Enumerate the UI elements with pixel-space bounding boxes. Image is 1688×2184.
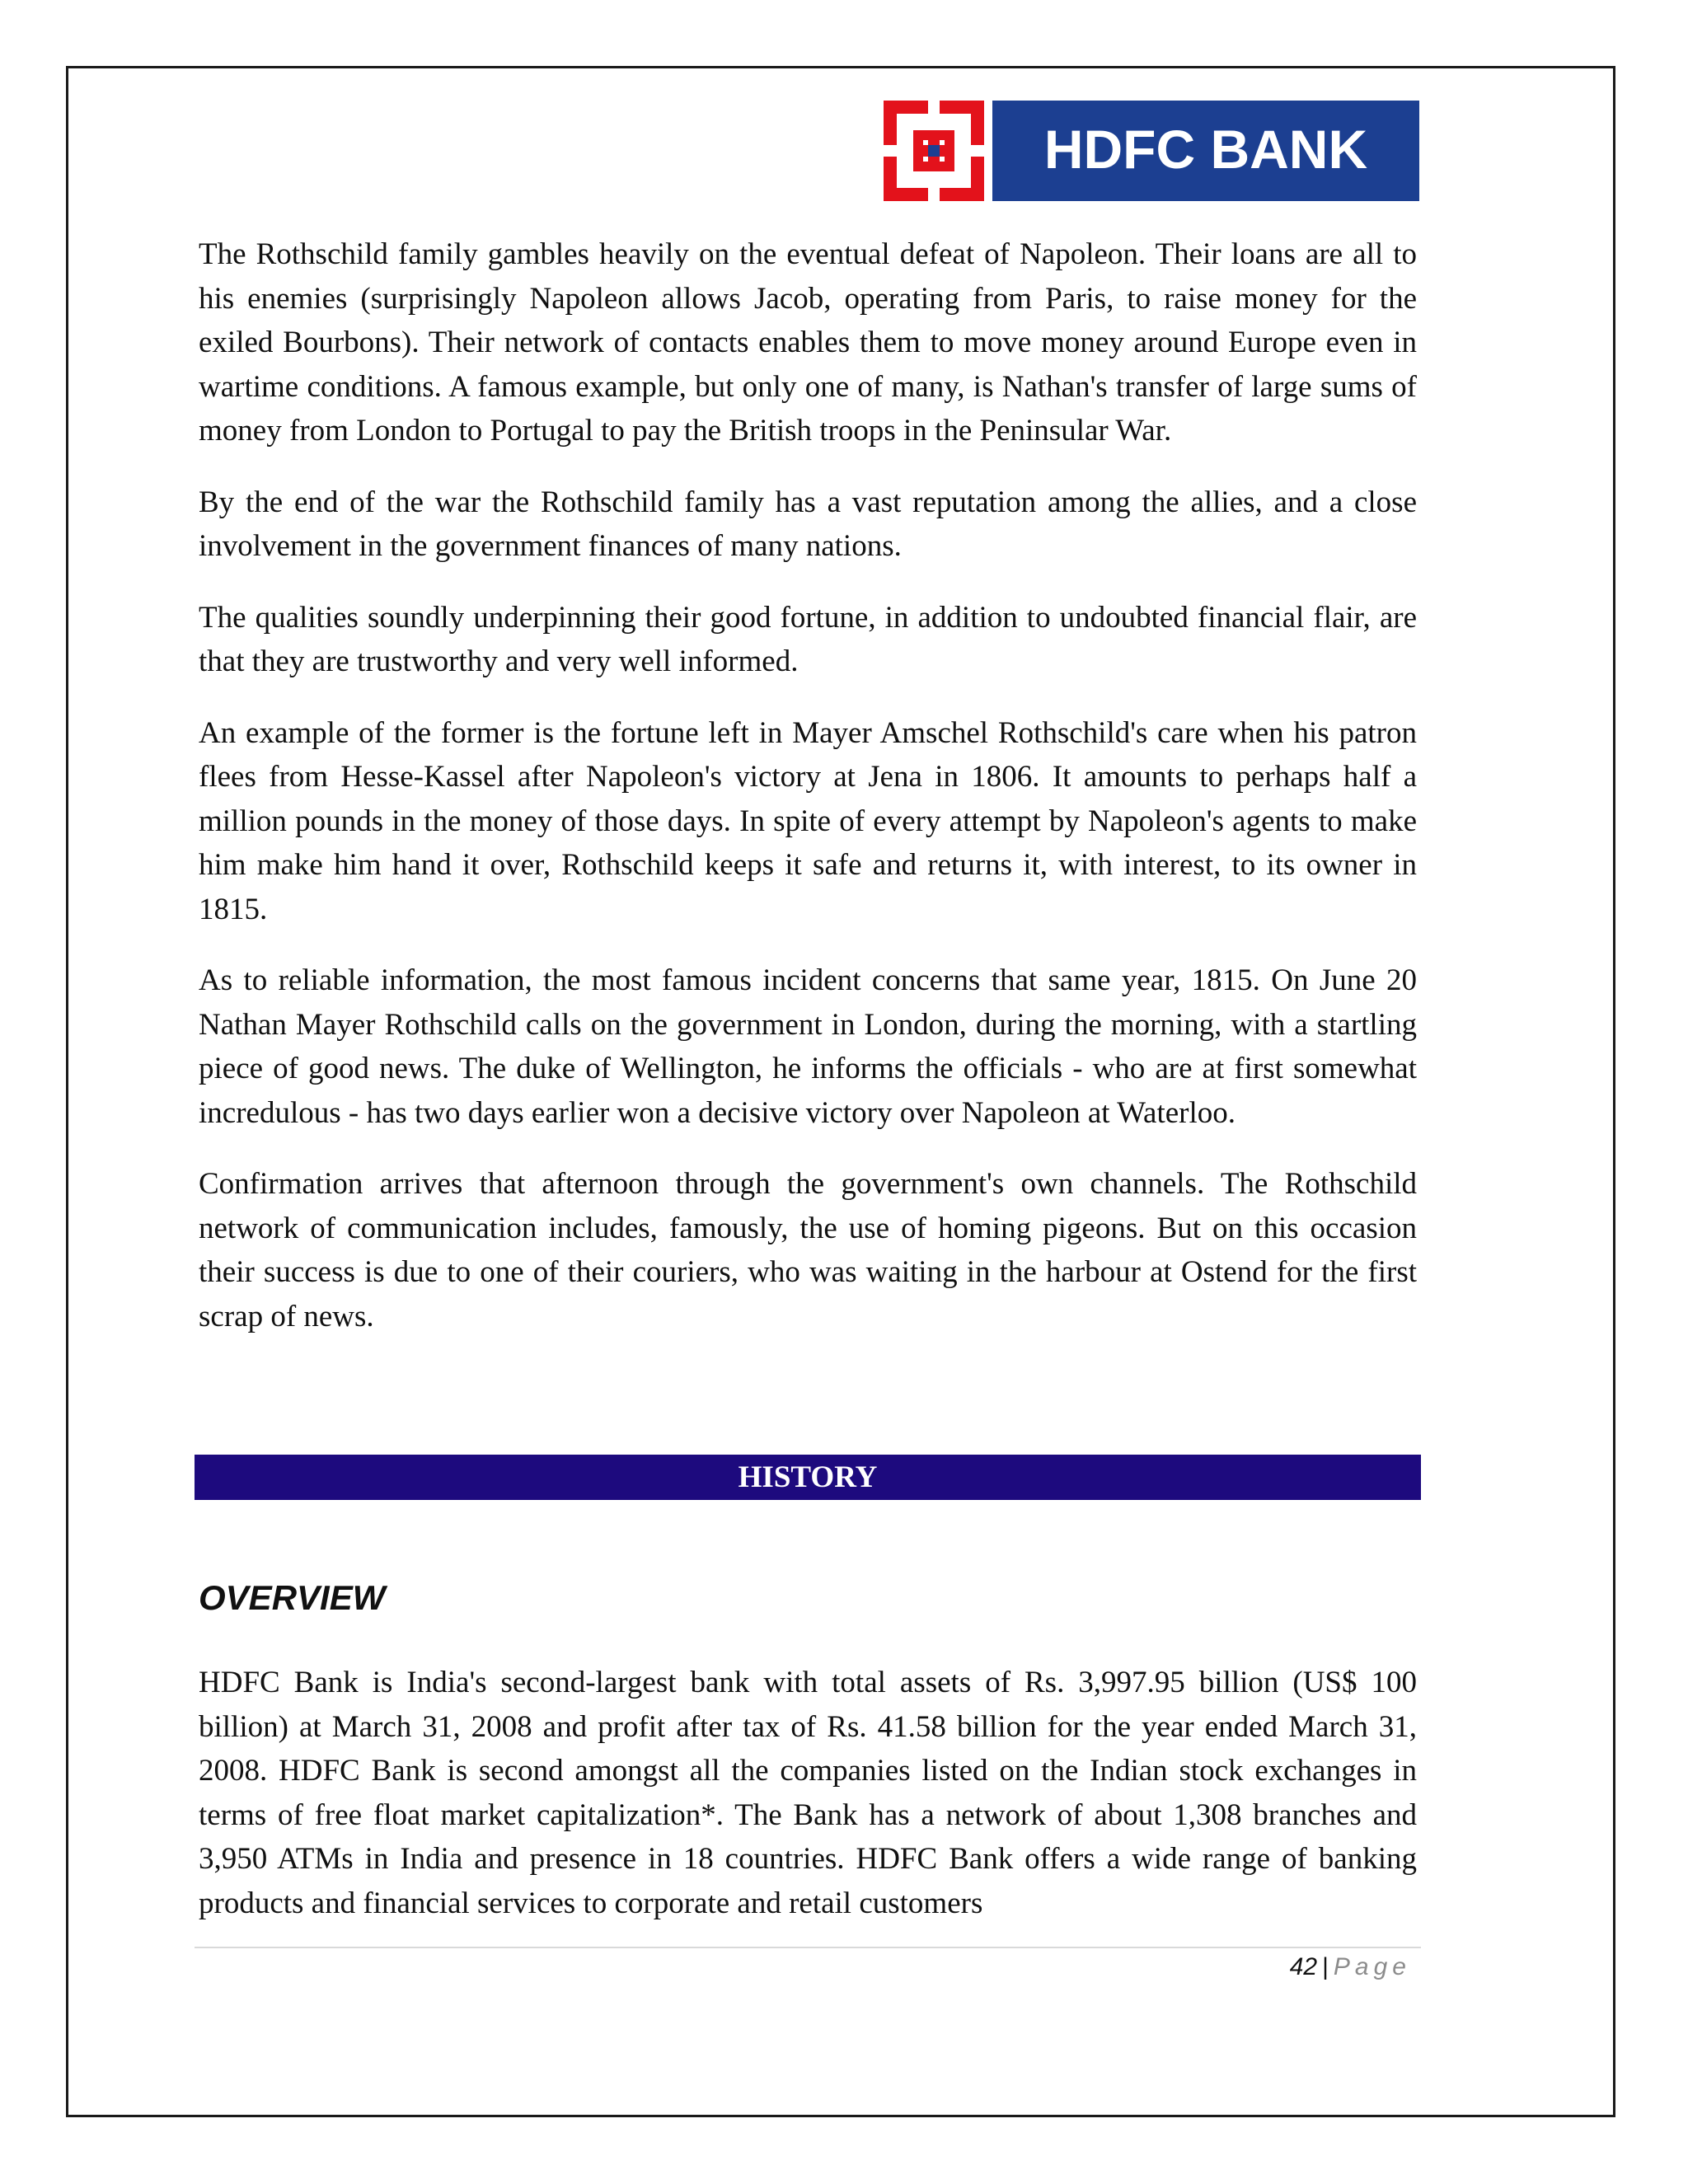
page-footer: [1290, 1953, 1411, 1981]
paragraph-3: The qualities soundly underpinning their good fortune, in addition to undoubted financial flair, are that they are trustworthy and very well informed.: [199, 600, 1417, 678]
hdfc-bank-logo: [884, 101, 1419, 201]
page-label: Page: [1333, 1953, 1411, 1980]
logo-text: HDFC BANK: [1043, 119, 1368, 180]
paragraph-1: The Rothschild family gambles heavily on the eventual defeat of Napoleon. Their loans are all to his enemies (surprisingly Napoleon allows Jacob, operating from Paris, to raise money for the exiled Bourbons). Their network of contacts enables them to move money around Europe even in wartime conditions. A famous example, but only one of many, is Nathan's transfer of large sums of money from London to Portugal to pay the British troops in the Peninsular War.: [199, 237, 1417, 448]
page-number: 42: [1289, 1953, 1318, 1980]
paragraph-4: An example of the former is the fortune left in Mayer Amschel Rothschild's care when his patron flees from Hesse-Kassel after Napoleon's victory at Jena in 1806. It amounts to perhaps half a million pounds in the money of those days. In spite of every attempt by Napoleon's agents to make him make him hand it over, Rothschild keeps it safe and returns it, with interest, to its owner in 1815.: [199, 715, 1417, 926]
main-text: [199, 232, 1417, 1366]
paragraph-6: Confirmation arrives that afternoon through the government's own channels. The Rothschild network of communication includes, famously, the use of homing pigeons. But on this occasion their success is due to one of their couriers, who was waiting in the harbour at Ostend for the first scrap of news.: [199, 1167, 1417, 1333]
overview-paragraph: HDFC Bank is India's second-largest bank with total assets of Rs. 3,997.95 billion (US$ 100 billion) at March 31, 2008 and profit after tax of Rs. 41.58 billion for the year ended March 31, 2008. HDFC Bank is second amongst all the companies listed on the Indian stock exchanges in terms of free float market capitalization*. The Bank has a network of about 1,308 branches and 3,950 ATMs in India and presence in 18 countries. HDFC Bank offers a wide range of banking products and financial services to corporate and retail customers: [199, 1666, 1417, 1920]
overview-heading: OVERVIEW: [199, 1578, 386, 1617]
paragraph-5: As to reliable information, the most famous incident concerns that same year, 1815. On June 20 Nathan Mayer Rothschild calls on the government in London, during the morning, with a startling piece of good news. The duke of Wellington, he informs the officials - who are at first somewhat incredulous - has two days earlier won a decisive victory over Napoleon at Waterloo.: [199, 963, 1417, 1130]
page-separator: |: [1322, 1953, 1329, 1980]
paragraph-2: By the end of the war the Rothschild family has a vast reputation among the allies, and a close involvement in the government finances of many nations.: [199, 485, 1417, 563]
footer-divider: [195, 1947, 1421, 1948]
history-banner: HISTORY: [195, 1455, 1421, 1500]
